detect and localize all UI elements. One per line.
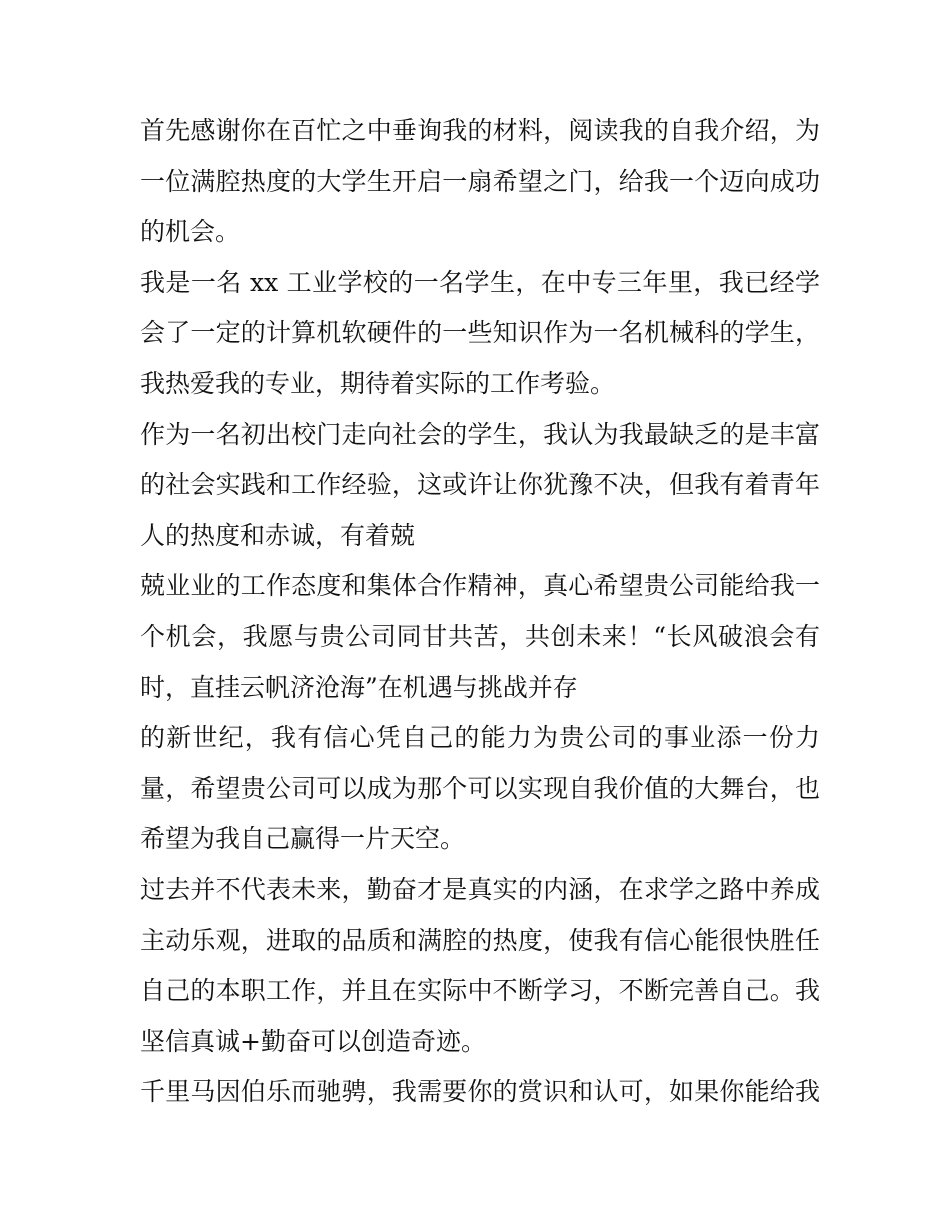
letter-body xyxy=(140,106,820,1118)
text-line: 个机会，我愿与贵公司同甘共苦，共创未来！“长风破浪会有 xyxy=(140,621,820,651)
text-line: 我热爱我的专业，期待着实际的工作考验。 xyxy=(140,368,616,398)
text-line: 希望为我自己赢得一片天空。 xyxy=(140,824,466,854)
text-line: 自己的本职工作，并且在实际中不断学习，不断完善自己。我 xyxy=(140,976,820,1006)
text-line: 坚信真诚+勤奋可以创造奇迹。 xyxy=(140,1026,486,1056)
text-line: 过去并不代表未来，勤奋才是真实的内涵，在求学之路中养成 xyxy=(140,874,820,904)
text-line: 首先感谢你在百忙之中垂询我的材料，阅读我的自我介绍，为 xyxy=(140,116,820,145)
text-line: 主动乐观，进取的品质和满腔的热度，使我有信心能很快胜任 xyxy=(140,925,820,955)
text-line: 时，直挂云帆济沧海”在机遇与挑战并存 xyxy=(140,672,578,702)
text-line: 我是一名 xx 工业学校的一名学生，在中专三年里，我已经学 xyxy=(140,267,820,297)
text-line: 一位满腔热度的大学生开启一扇希望之门，给我一个迈向成功 xyxy=(140,166,820,196)
text-line: 的新世纪，我有信心凭自己的能力为贵公司的事业添一份力 xyxy=(140,723,820,753)
text-line: 作为一名初出校门走向社会的学生，我认为我最缺乏的是丰富 xyxy=(140,419,820,449)
text-line: 千里马因伯乐而驰骋，我需要你的赏识和认可，如果你能给我 xyxy=(140,1077,820,1107)
text-line: 会了一定的计算机软硬件的一些知识作为一名机械科的学生， xyxy=(140,318,820,348)
text-line: 兢业业的工作态度和集体合作精神，真心希望贵公司能给我一 xyxy=(140,571,820,601)
text-line: 的社会实践和工作经验，这或许让你犹豫不决，但我有着青年 xyxy=(140,470,820,500)
text-line: 的机会。 xyxy=(140,217,241,247)
text-line: 量，希望贵公司可以成为那个可以实现自我价值的大舞台，也 xyxy=(140,773,820,803)
text-line: 人的热度和赤诚，有着兢 xyxy=(140,520,416,550)
